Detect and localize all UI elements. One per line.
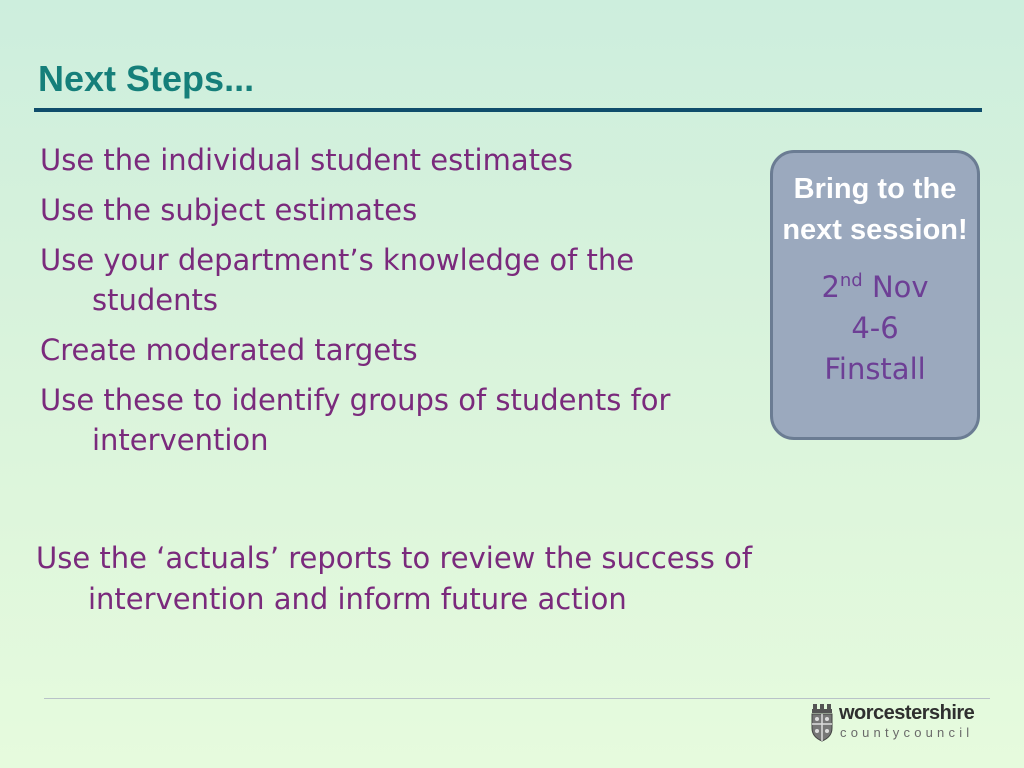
bullet-item: Use the subject estimates	[40, 193, 418, 227]
callout-heading: Bring to the next session!	[782, 173, 968, 246]
bullet-item: Use the individual student estimates	[40, 143, 573, 177]
slide-title: Next Steps...	[38, 58, 255, 99]
date-month: Nov	[862, 270, 929, 304]
date-suffix: nd	[839, 270, 863, 291]
bullet-list	[40, 140, 760, 470]
review-text: Use the ‘actuals’ reports to review the success of intervention and inform future action	[36, 541, 753, 616]
date-number: 2	[821, 270, 840, 304]
council-logo	[808, 703, 998, 745]
logo-name: worcestershire	[839, 702, 975, 724]
session-callout-box	[770, 150, 980, 440]
crest-icon	[810, 704, 834, 742]
bullet-item: Use your department’s knowledge of the students	[40, 243, 635, 317]
session-time: 4-6	[851, 311, 899, 345]
logo-subtitle: countycouncil	[840, 725, 974, 740]
bullet-item: Use these to identify groups of students for intervention	[40, 383, 671, 457]
session-date	[773, 267, 977, 308]
title-underline	[34, 108, 982, 112]
callout-details	[773, 267, 977, 390]
footer-divider	[44, 698, 990, 699]
session-location: Finstall	[824, 352, 926, 386]
bullet-item: Create moderated targets	[40, 333, 418, 367]
